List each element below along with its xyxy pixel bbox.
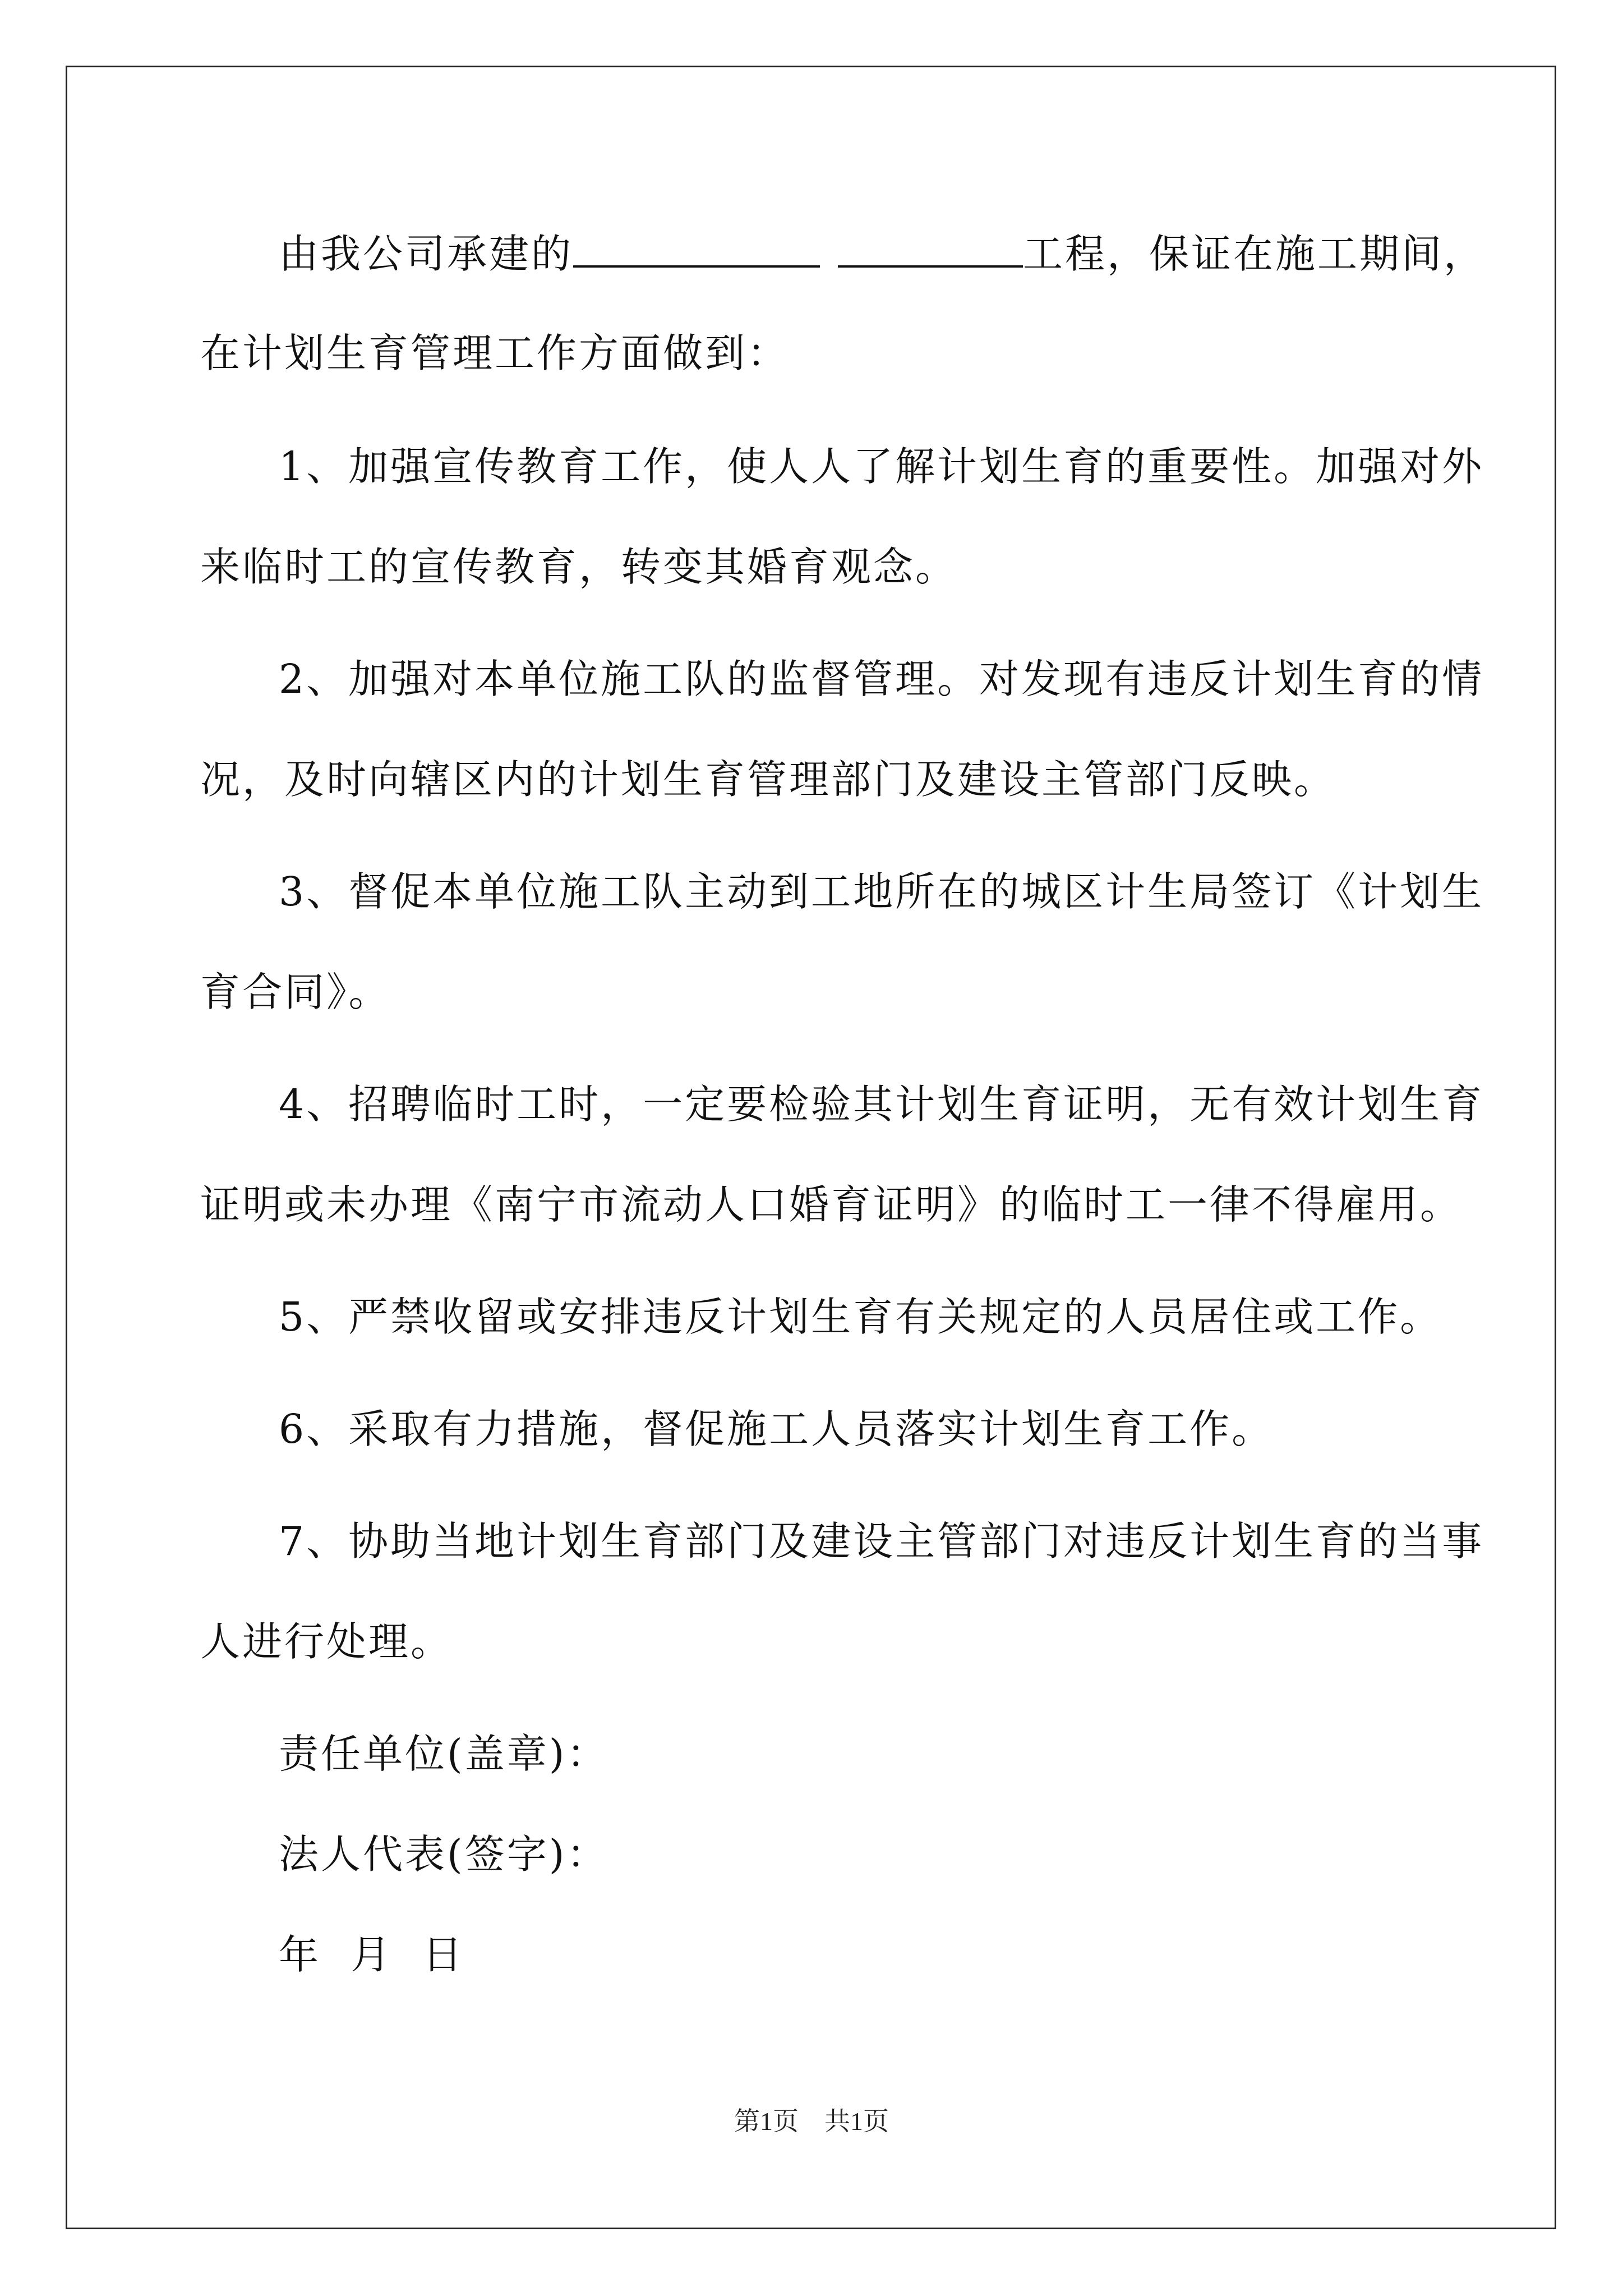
intro-suffix: 工程，保证在施工期间， [1023, 231, 1486, 277]
signature-legal-rep-label: 法人代表(签字)： [279, 1831, 609, 1878]
page-number-total: 共1页 [824, 2107, 889, 2136]
item-1-line-2: 来临时工的宣传教育，转变其婚育观念。 [200, 544, 958, 590]
intro-paragraph-line-2: 在计划生育管理工作方面做到： [200, 330, 790, 376]
item-3-line-2: 育合同》。 [200, 969, 391, 1015]
page-footer [0, 2105, 1623, 2138]
project-name-blank-1 [573, 231, 820, 268]
item-4-line-1: 4、招聘临时工时，一定要检验其计划生育证明，无有效计划生育 [279, 1081, 1484, 1128]
item-7-line-1: 7、协助当地计划生育部门及建设主管部门对违反计划生育的当事 [279, 1518, 1484, 1565]
item-3-line-1: 3、督促本单位施工队主动到工地所在的城区计生局签订《计划生 [279, 868, 1484, 915]
intro-paragraph-line-1 [279, 229, 1486, 279]
item-2-line-2: 况，及时向辖区内的计划生育管理部门及建设主管部门反映。 [200, 756, 1336, 803]
item-1-line-1: 1、加强宣传教育工作，使人人了解计划生育的重要性。加强对外 [279, 443, 1484, 490]
item-6-line-1: 6、采取有力措施，督促施工人员落实计划生育工作。 [279, 1406, 1274, 1452]
signature-unit-label: 责任单位(盖章)： [279, 1731, 609, 1777]
intro-prefix: 由我公司承建的 [279, 231, 574, 277]
page-frame [66, 66, 1556, 2229]
page-number-current: 第1页 [734, 2107, 799, 2136]
item-7-line-2: 人进行处理。 [200, 1618, 453, 1665]
item-5-line-1: 5、严禁收留或安排违反计划生育有关规定的人员居住或工作。 [279, 1294, 1442, 1340]
item-4-line-2: 证明或未办理《南宁市流动人口婚育证明》的临时工一律不得雇用。 [200, 1181, 1463, 1228]
project-name-blank-2 [838, 231, 1023, 268]
signature-date-label: 年 月 日 [279, 1931, 465, 1978]
item-2-line-1: 2、加强对本单位施工队的监督管理。对发现有违反计划生育的情 [279, 656, 1484, 702]
